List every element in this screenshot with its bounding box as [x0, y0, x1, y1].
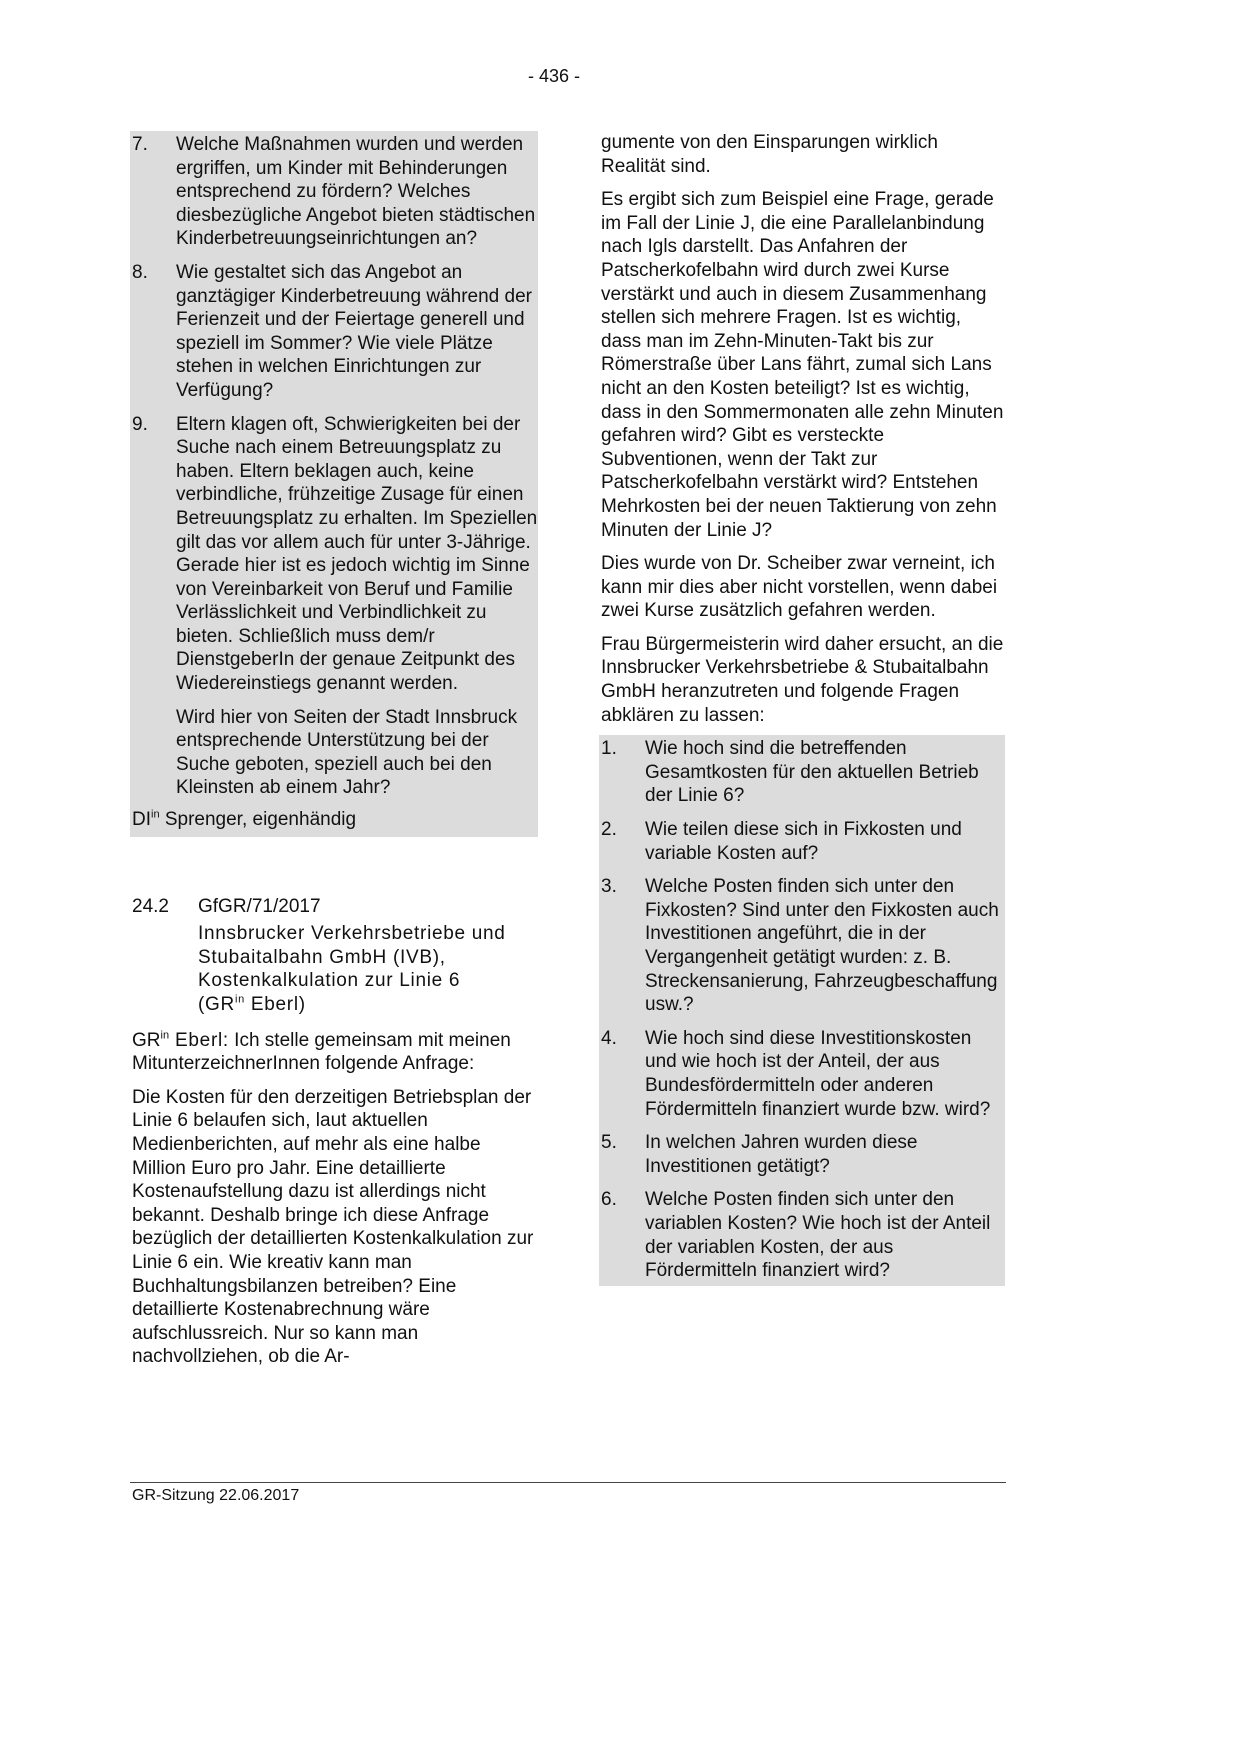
signature — [130, 800, 538, 834]
body-paragraph: gumente von den Einsparungen wirklich Realität sind. — [601, 132, 938, 177]
list-item — [599, 1027, 1005, 1121]
speaker-name: Eberl: — [169, 1029, 229, 1051]
list-item-text: Eltern klagen oft, Schwierigkeiten bei der Suche nach einem Betreuungsplatz zu haben. Eltern beklagen auch, keine verbindliche, frühzeitige Zusage für einen Betreuungsplatz zu erhalten. Im Speziellen gilt das vor allem auch für unter 3-Jährige. Gerade hier ist es jedoch wichtig im Sinne von Vereinbarkeit von Beruf und Familie Verlässlichkeit und Verbindlichkeit zu bieten. Schließlich muss dem/r DienstgeberIn der genaue Zeitpunkt des Wiedereinstiegs genannt werden. — [176, 413, 538, 695]
list-item — [130, 413, 538, 696]
list-item-number: 3. — [601, 876, 617, 898]
body-paragraph: Es ergibt sich zum Beispiel eine Frage, gerade im Fall der Linie J, die eine Parallelanbindung nach Igls darstellt. Das Anfahren der Patscherkofelbahn wird durch zwei Kurse verstärkt und auch in diesem Zusammenhang stellen sich mehrere Fragen. Ist es wichtig, dass man im Zehn-Minuten-Takt bis zur Römerstraße über Lans fährt, zumal sich Lans nicht an den Kosten beteiligt? Ist es wichtig, dass in den Sommermonaten alle zehn Minuten gefahren wird? Gibt es versteckte Subventionen, wenn der Takt zur Patscherkofelbahn verstärkt wird? Entstehen Mehrkosten bei der neuen Taktierung von zehn Minuten der Linie J? — [601, 189, 1004, 541]
list-item — [130, 133, 538, 251]
speaker-text: Ich stelle gemeinsam mit meinen MitunterzeichnerInnen folgende Anfrage: — [132, 1029, 511, 1075]
list-item-text: In welchen Jahren wurden diese Investitionen getätigt? — [645, 1132, 918, 1177]
section-title — [130, 922, 538, 1016]
list-item-text: Welche Posten finden sich unter den Fixkosten? Sind unter den Fixkosten auch Investitionen angeführt, die in der Vergangenheit getätigt wurden: z. B. Streckensanierung, Fahrzeugbeschaffung usw.? — [645, 876, 999, 1016]
list-item-text: Welche Posten finden sich unter den variablen Kosten? Wie hoch ist der Anteil der variablen Kosten, der aus Fördermitteln finanziert wird? — [645, 1189, 991, 1282]
list-item — [599, 818, 1005, 865]
body-paragraph: Die Kosten für den derzeitigen Betriebsplan der Linie 6 belaufen sich, laut aktuellen Medienberichten, auf mehr als eine halbe Million Euro pro Jahr. Eine detaillierte Kostenaufstellung dazu ist allerdings nicht bekannt. Deshalb bringe ich diese Anfrage bezüglich der detaillierten Kostenkalkulation zur Linie 6 ein. Wie kreativ kann man Buchhaltungsbilanzen betreiben? Eine detaillierte Kostenabrechnung wäre aufschlussreich. Nur so kann man nachvollziehen, ob die Ar- — [132, 1086, 534, 1368]
body-paragraph: Dies wurde von Dr. Scheiber zwar verneint, ich kann mir dies aber nicht vorstellen, wenn dabei zwei Kurse zusätzlich gefahren werden. — [601, 553, 998, 622]
section-author — [198, 993, 538, 1017]
section-heading — [130, 895, 538, 919]
question-list-costs — [599, 735, 1005, 1285]
question-9-followup: Wird hier von Seiten der Stadt Innsbruck entsprechende Unterstützung bei der Suche geboten, speziell auch bei den Kleinsten ab einem Jahr? — [176, 706, 518, 799]
list-item-text: Wie teilen diese sich in Fixkosten und variable Kosten auf? — [645, 819, 962, 864]
speaker-prefix: GR — [132, 1029, 161, 1051]
left-column — [130, 131, 538, 1379]
list-item — [599, 1188, 1005, 1282]
list-item-text: Wie hoch sind die betreffenden Gesamtkosten für den aktuellen Betrieb der Linie 6? — [645, 738, 979, 807]
list-item-text: Wie hoch sind diese Investitionskosten und wie hoch ist der Anteil, der aus Bundesfördermitteln oder anderen Fördermitteln finanziert wurde bzw. wird? — [645, 1027, 991, 1120]
list-item-number: 6. — [601, 1189, 617, 1211]
footer-divider — [130, 1482, 1006, 1483]
list-item-text: Welche Maßnahmen wurden und werden ergriffen, um Kinder mit Behinderungen entsprechend zu fördern? Welches diesbezügliche Angebot bieten städtischen Kinderbetreuungseinrichtungen an? — [176, 134, 536, 250]
list-item-text: Wie gestaltet sich das Angebot an ganztägiger Kinderbetreuung während der Ferienzeit und der Feiertage generell und speziell im Sommer? Wie viele Plätze stehen in welchen Einrichtungen zur Verfügung? — [176, 261, 532, 401]
list-item-number: 2. — [601, 819, 617, 841]
list-item-number: 9. — [132, 413, 148, 435]
list-item — [599, 875, 1005, 1017]
section-author-open: (GR — [198, 994, 235, 1015]
section-author-name: Eberl) — [244, 994, 306, 1015]
right-column — [599, 131, 1005, 1286]
page-number: - 436 - — [527, 66, 581, 86]
signature-name: Sprenger, eigenhändig — [159, 809, 357, 831]
list-item-number: 7. — [132, 134, 148, 155]
list-item-number: 1. — [601, 738, 617, 760]
question-list-childcare — [130, 131, 538, 837]
footer-session-date: GR-Sitzung 22.06.2017 — [132, 1487, 300, 1504]
list-item-number: 4. — [601, 1027, 617, 1049]
list-item-number: 8. — [132, 261, 148, 283]
body-paragraph: Frau Bürgermeisterin wird daher ersucht, an die Innsbrucker Verkehrsbetriebe & Stubaitalbahn GmbH heranzutreten und folgende Fragen abklären zu lassen: — [601, 633, 1004, 726]
speaker-sup: in — [160, 1029, 170, 1042]
section-number: 24.2 — [132, 895, 169, 917]
signature-sup: in — [151, 808, 160, 821]
list-item — [130, 261, 538, 403]
list-item — [599, 1131, 1005, 1178]
list-item-number: 5. — [601, 1132, 617, 1154]
signature-prefix: DI — [132, 809, 151, 831]
section-code: GfGR/71/2017 — [198, 895, 321, 917]
section-title-text: Innsbrucker Verkehrsbetriebe und Stubaitalbahn GmbH (IVB), Kostenkalkulation zur Linie 6 — [198, 923, 506, 992]
list-item — [599, 737, 1005, 808]
speaker-intro — [132, 1029, 538, 1076]
section-author-sup: in — [234, 993, 245, 1006]
